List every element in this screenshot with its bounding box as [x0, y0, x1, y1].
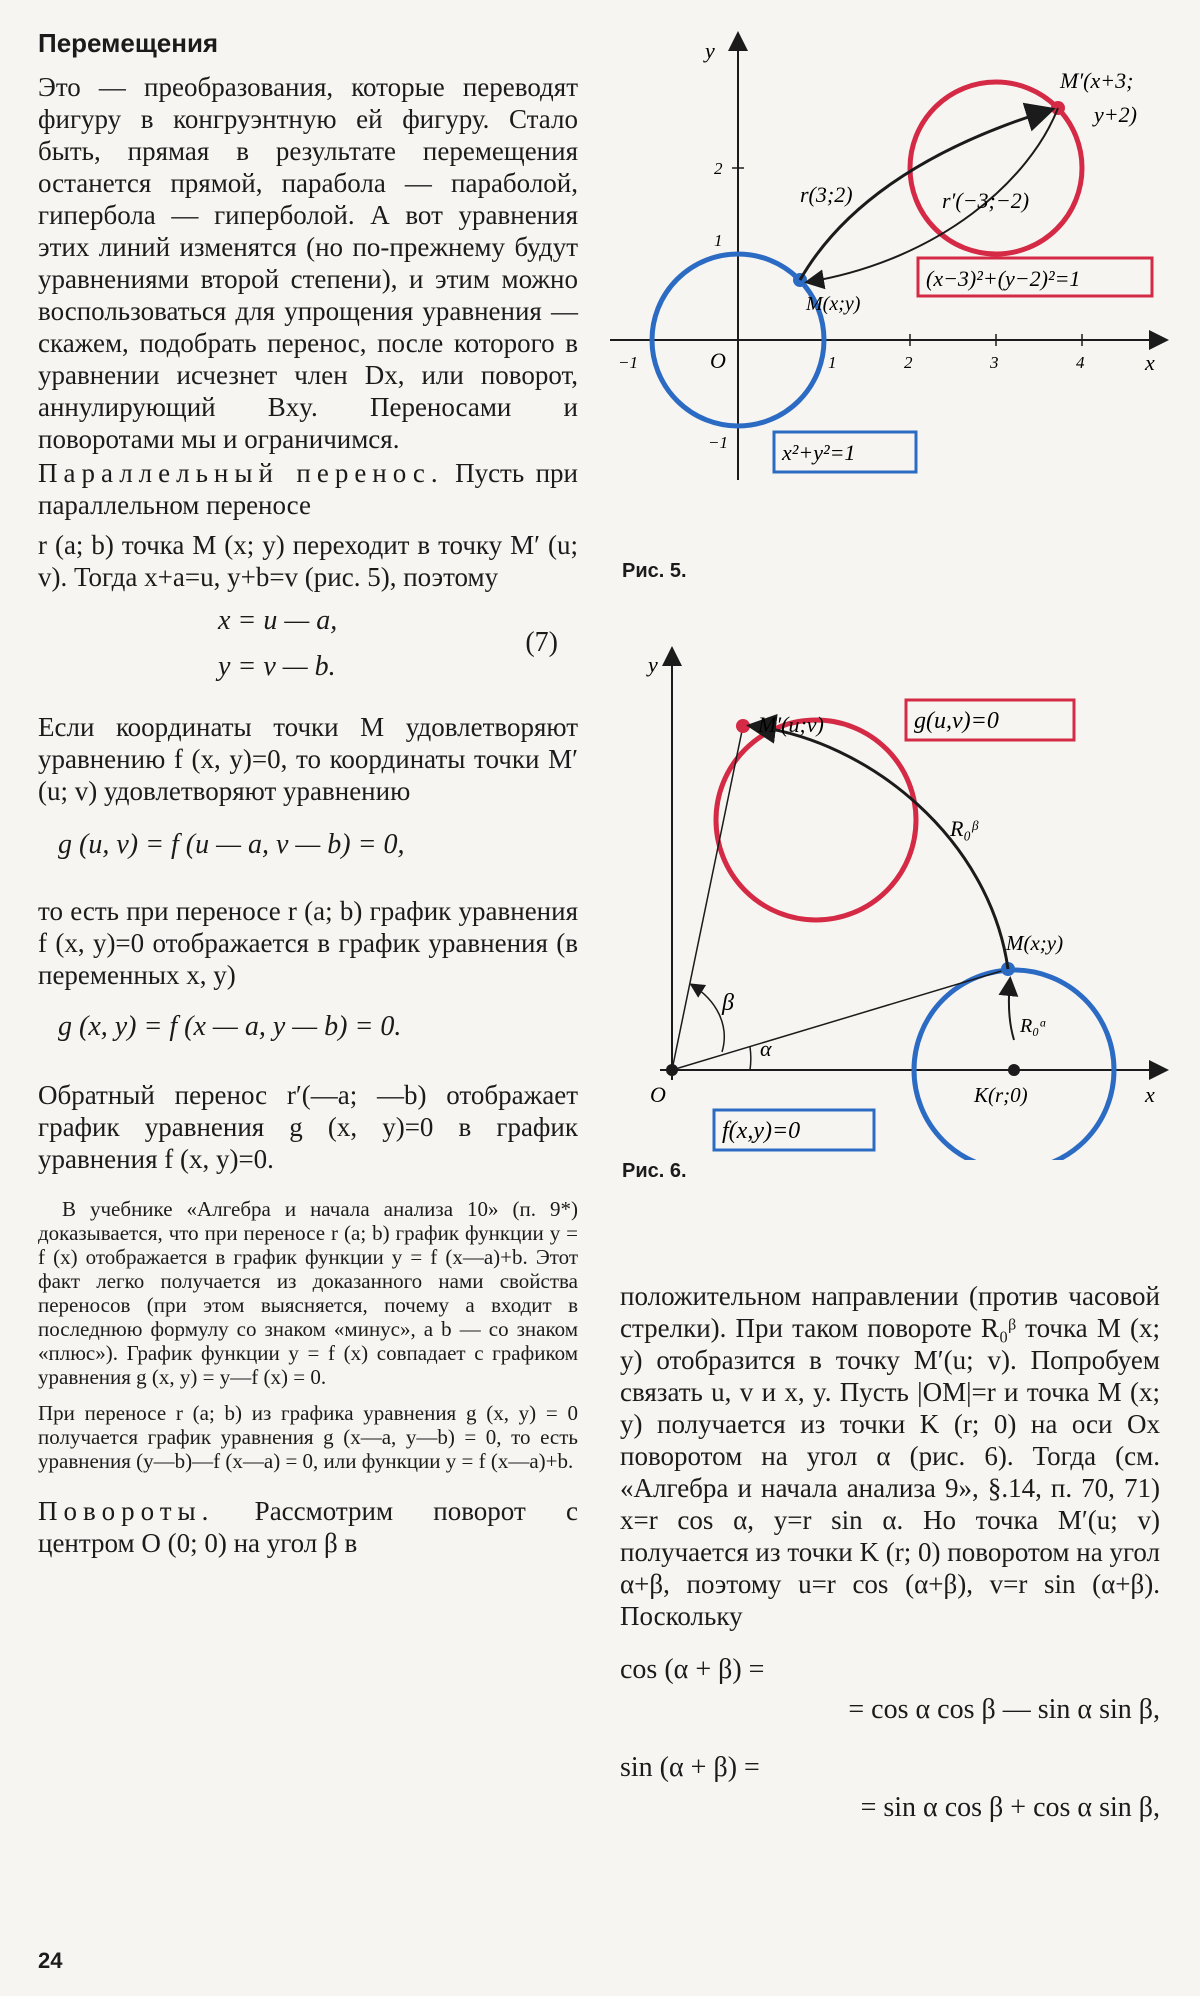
- right-column: [620, 1280, 1160, 1828]
- eq7-number: (7): [525, 627, 558, 658]
- rotation-paragraph: [38, 1495, 578, 1559]
- fig5-xtick-4: 4: [1076, 353, 1085, 372]
- fig5-label-M-prime-1: M′(x+3;: [1060, 68, 1134, 93]
- eq7-line2: y = v — b.: [218, 651, 336, 682]
- fig6-red-circle: [716, 720, 916, 920]
- fig5-y-label: y: [705, 38, 715, 63]
- fig5-label-M: M(x;y): [806, 293, 861, 315]
- transfer-paragraph: [38, 457, 578, 521]
- paragraph-3: Если координаты точки M удовлетворяют уравнению f (x, y)=0, то координаты точки M′ (u; v) удовлетворяют уравнению: [38, 712, 578, 806]
- fig6-label-beta: β: [722, 990, 734, 1016]
- fig5-origin: O: [710, 348, 726, 373]
- rotation-text: Рассмотрим поворот с центром O (0; 0) на угол β в: [38, 1496, 578, 1558]
- paragraph-4: то есть при переносе r (a; b) график уравнения f (x, y)=0 отображается в график уравнения (в переменных x, y): [38, 896, 578, 990]
- fig6-label-alpha: α: [760, 1036, 772, 1061]
- fig6-label-R-alpha: R₀ᵅ: [1020, 1015, 1048, 1037]
- fig6-label-M-prime: M′(u;v): [758, 712, 824, 737]
- note-2: При переносе r (a; b) из графика уравнения g (x, y) = 0 получается график уравнения g (x—a, y—b) = 0, то есть уравнения (y—b)—f (x—a) = 0, или функции y = f (x—a)+b.: [38, 1401, 578, 1473]
- fig6-y-label: y: [648, 652, 658, 677]
- transfer-text2: r (a; b) точка M (x; y) переходит в точку M′ (u; v). Тогда x+a=u, y+b=v (рис. 5), поэтому: [38, 530, 578, 592]
- fig6-point-M-prime: [736, 719, 750, 733]
- transfer-text1: Пусть при параллельном переносе: [38, 458, 578, 520]
- formula-g-uv: g (u, v) = f (u — a, v — b) = 0,: [58, 829, 405, 860]
- fig6-OM-line: [672, 969, 1008, 1070]
- fig6-caption: Рис. 6.: [622, 1160, 687, 1182]
- fig6-point-O: [666, 1064, 678, 1076]
- fig6-label-R-beta: R₀ᵝ: [950, 816, 978, 841]
- cos-line1: cos (α + β) =: [620, 1654, 765, 1685]
- sin-line1: sin (α + β) =: [620, 1752, 760, 1783]
- fig6-origin: O: [650, 1082, 666, 1107]
- fig5-xtick-1: 1: [828, 353, 837, 372]
- fig6-x-label: x: [1145, 1082, 1155, 1107]
- cos-formula: [620, 1650, 1160, 1730]
- fig6-alpha-rotation-arc: [1009, 980, 1014, 1040]
- fig5-eq-blue: x²+y²=1: [782, 440, 856, 465]
- transfer-title: Параллельный перенос.: [38, 458, 444, 488]
- note-1: В учебнике «Алгебра и начала анализа 10» (п. 9*) доказывается, что при переносе r (a; b) график функции y = f (x) отображается в график функции y = f (x—a)+b. Этот факт легко получается из доказанного нами свойства переносов (при этом выясняется, почему a входит в последнюю формулу со знаком «минус», а b — со знаком «плюс»). График функции y = f (x) совпадает с графиком уравнения g (x, y) = y—f (x) = 0.: [38, 1197, 578, 1389]
- right-paragraph: положительном направлении (против часовой стрелки). При таком повороте R₀ᵝ точка M (x; y) отобразится в точку M′(u; v). Попробуем связать u, v и x, y. Пусть |OM|=r и точка M (x; y) получается из точки K (r; 0) на оси Ox поворотом на угол α (рис. 6). Тогда (см. «Алгебра и начала анализа 9», §.14, п. 70, 71) x=r cos α, y=r sin α. Но точка M′(u; v) получается из точки K (r; 0) поворотом на угол α+β, поэтому u=r cos (α+β), v=r sin (α+β). Поскольку: [620, 1281, 1160, 1631]
- eq7-line1: x = u — a,: [218, 605, 338, 636]
- left-column: [38, 28, 578, 1559]
- fig5-ytick-m1: −1: [708, 433, 728, 452]
- fig6-beta-arc: [692, 985, 724, 1052]
- figure-5: [610, 30, 1170, 550]
- fig5-xtick-2: 2: [904, 353, 913, 372]
- fig5-ytick-2: 2: [714, 159, 723, 178]
- fig5-label-r: r(3;2): [800, 182, 853, 207]
- fig5-caption: Рис. 5.: [622, 560, 687, 582]
- fig6-label-f: f(x,y)=0: [722, 1118, 801, 1144]
- section-heading: Перемещения: [38, 28, 219, 58]
- fig6-label-M: M(x;y): [1006, 931, 1064, 955]
- fig6-alpha-arc: [750, 1047, 751, 1070]
- paragraph-5: Обратный перенос r′(—a; —b) отображает график уравнения g (x, y)=0 в график уравнения f (x, y)=0.: [38, 1080, 578, 1174]
- cos-line2: = cos α cos β — sin α sin β,: [848, 1694, 1160, 1725]
- fig6-label-K: K(r;0): [974, 1083, 1028, 1107]
- fig6-rotation-arc: [752, 726, 1008, 969]
- intro-paragraph: Это — преобразования, которые переводят фигуру в конгруэнтную ей фигуру. Стало быть, прямая в результате перемещения останется прямой, парабола — параболой, гипербола — гиперболой. А вот уравнения этих линий изменятся (но по-прежнему будут уравнениями второй степени), и этим можно воспользоваться для упрощения уравнения — скажем, подобрать перенос, после которого в уравнении исчезнет член Dx, или поворот, аннулирующий Bxy. Переносами и поворотами мы и ограничимся.: [38, 72, 578, 454]
- fig5-xtick-3: 3: [990, 353, 999, 372]
- sin-line2: = sin α cos β + cos α sin β,: [860, 1792, 1160, 1823]
- fig5-label-r-prime: r′(−3;−2): [942, 188, 1030, 213]
- fig5-eq-red: (x−3)²+(y−2)²=1: [926, 266, 1081, 291]
- page-number: 24: [38, 1948, 63, 1973]
- fig6-OMprime-line: [672, 726, 743, 1070]
- sin-formula: [620, 1748, 1160, 1828]
- fig5-ytick-1: 1: [714, 231, 723, 250]
- fig5-label-M-prime-2: y+2): [1094, 102, 1137, 127]
- formula-g-xy: g (x, y) = f (x — a, y — b) = 0.: [58, 1011, 402, 1042]
- rotation-title: Повороты.: [38, 1496, 215, 1526]
- fig5-x-label: x: [1145, 350, 1155, 375]
- fig6-label-g: g(u,v)=0: [914, 708, 999, 734]
- figure-6: [610, 640, 1170, 1160]
- fig6-point-K: [1008, 1064, 1020, 1076]
- fig5-xtick-m1: −1: [618, 353, 638, 372]
- equation-7: [38, 605, 578, 697]
